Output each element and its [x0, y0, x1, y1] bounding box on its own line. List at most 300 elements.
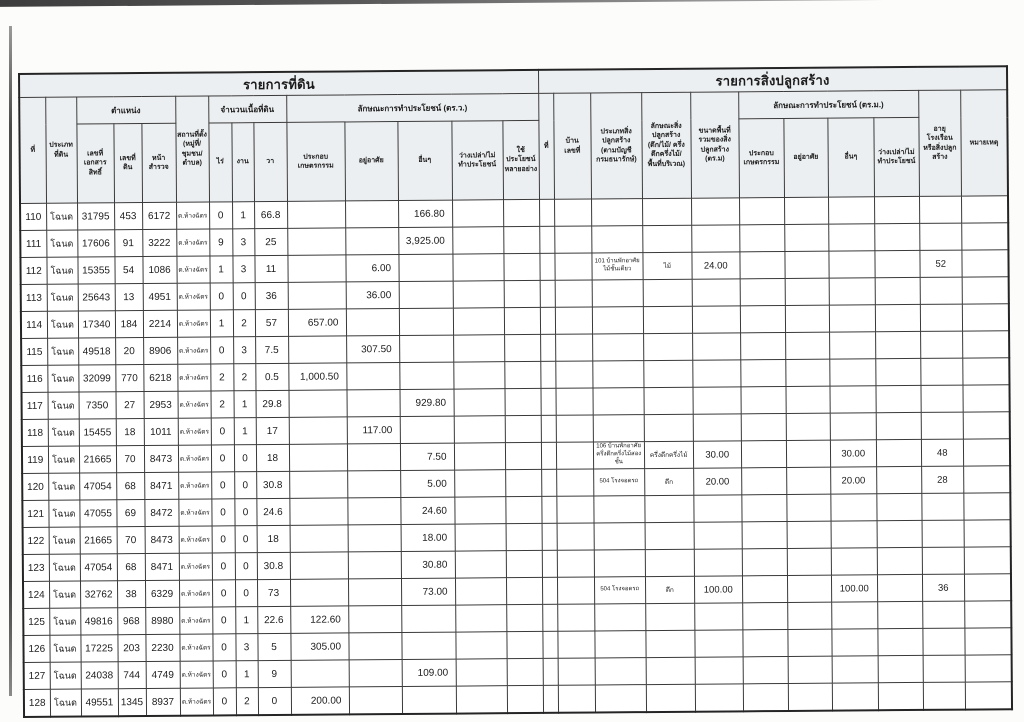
cell-land-agriculture: 200.00 — [291, 687, 349, 715]
cell-survey-page: 8937 — [146, 688, 180, 716]
cell-bld-no — [540, 334, 555, 361]
cell-house-no — [555, 307, 592, 334]
cell-survey-page: 8473 — [145, 526, 179, 553]
cell-no: 119 — [22, 446, 48, 473]
cell-land-multi-use — [504, 388, 540, 415]
cell-survey-page: 8472 — [144, 499, 178, 526]
cell-parcel-no: 68 — [117, 554, 145, 581]
cell-land-residential — [345, 201, 398, 228]
land-and-building-table — [18, 65, 1013, 718]
cell-land-multi-use — [507, 685, 543, 713]
cell-wa: 5 — [257, 633, 290, 660]
cell-house-no — [557, 577, 594, 604]
cell-land-agriculture — [287, 255, 345, 282]
land-section-title: รายการที่ดิน — [19, 70, 538, 98]
cell-land-residential — [348, 606, 401, 633]
cell-land-multi-use — [506, 550, 542, 577]
cell-land-type: โฉนด — [49, 635, 80, 662]
cell-ngan: 1 — [234, 418, 256, 445]
cell-bld-agriculture — [741, 440, 786, 467]
cell-bld-other — [830, 386, 876, 413]
cell-no: 122 — [23, 527, 49, 554]
cell-building-age — [922, 520, 964, 547]
cell-wa: 7.5 — [255, 336, 288, 363]
cell-rai: 0 — [212, 553, 235, 580]
cell-remark — [963, 412, 1010, 439]
cell-building-area — [693, 387, 741, 414]
cell-land-multi-use — [505, 496, 541, 523]
cell-bld-agriculture — [740, 305, 785, 332]
col-header-remark: หมายเหตุ — [960, 90, 1008, 196]
col-header-land-type: ประเภท ที่ดิน — [45, 97, 77, 203]
cell-bld-no — [542, 577, 557, 604]
cell-land-other — [399, 362, 453, 389]
cell-rai: 9 — [209, 229, 232, 256]
cell-land-type: โฉนด — [50, 662, 81, 689]
cell-land-agriculture — [289, 498, 347, 525]
col-header-building-type: ประเภทสิ่ง ปลูกสร้าง (ตามบัญชี กรมธนารักษ์) — [590, 93, 642, 199]
cell-parcel-no: 70 — [116, 446, 144, 473]
cell-land-multi-use — [505, 442, 541, 469]
cell-remark — [964, 547, 1011, 574]
cell-doc-no: 17606 — [77, 230, 114, 257]
cell-location: ต.ห้างฉัตร — [177, 310, 210, 337]
cell-bld-residential — [787, 602, 831, 629]
cell-land-residential — [346, 309, 399, 336]
cell-ngan: 2 — [233, 364, 255, 391]
cell-building-area — [695, 630, 743, 657]
cell-bld-other: 100.00 — [831, 575, 877, 602]
header-sub-row — [19, 117, 1008, 204]
cell-building-type — [592, 334, 643, 361]
cell-land-vacant — [454, 443, 505, 470]
cell-bld-no — [543, 631, 558, 658]
cell-house-no — [556, 469, 593, 496]
cell-no: 120 — [22, 473, 48, 500]
cell-survey-page: 6172 — [142, 202, 176, 229]
col-header-survey-page: หน้า สำรวจ — [141, 123, 176, 202]
cell-bld-other — [831, 521, 877, 548]
cell-remark — [964, 601, 1011, 628]
cell-land-other — [399, 335, 453, 362]
cell-bld-residential — [787, 494, 831, 521]
cell-land-type: โฉนด — [46, 257, 77, 284]
cell-building-character — [646, 630, 695, 657]
cell-bld-no — [541, 388, 556, 415]
cell-bld-no — [543, 685, 558, 713]
cell-land-residential — [345, 228, 398, 255]
col-header-parcel-no: เลขที่ ดิน — [113, 124, 142, 203]
cell-bld-residential — [785, 305, 829, 332]
cell-remark — [963, 439, 1010, 466]
cell-building-character — [643, 306, 692, 333]
cell-house-no — [557, 604, 594, 631]
cell-land-residential — [348, 525, 401, 552]
cell-remark — [965, 682, 1012, 710]
cell-parcel-no: 1345 — [118, 689, 146, 717]
cell-bld-no — [541, 469, 556, 496]
cell-building-age — [920, 304, 962, 331]
scan-edge-left — [9, 26, 12, 696]
cell-ngan: 1 — [236, 661, 258, 688]
cell-bld-residential — [786, 440, 830, 467]
cell-land-agriculture — [289, 444, 347, 471]
cell-building-character: ไม้ — [643, 252, 692, 279]
cell-parcel-no: 968 — [117, 608, 145, 635]
cell-wa: 30.8 — [256, 471, 289, 498]
cell-parcel-no: 744 — [118, 662, 146, 689]
cell-doc-no: 31795 — [77, 203, 114, 230]
cell-bld-residential — [786, 413, 830, 440]
cell-bld-no — [539, 199, 554, 226]
cell-bld-no — [540, 307, 555, 334]
cell-ngan: 2 — [236, 688, 258, 716]
cell-land-type: โฉนด — [49, 527, 80, 554]
cell-land-type: โฉนด — [48, 392, 79, 419]
col-header-land-vacant: ว่างเปล่า/ไม่ ทำประโยชน์ — [451, 121, 503, 200]
cell-building-age — [920, 331, 962, 358]
cell-building-type — [593, 388, 644, 415]
cell-land-type: โฉนด — [47, 338, 78, 365]
cell-land-residential: 117.00 — [347, 417, 400, 444]
cell-building-age: 48 — [921, 439, 963, 466]
cell-bld-residential — [785, 359, 829, 386]
cell-building-area: 100.00 — [694, 576, 742, 603]
cell-building-character: ครึ่งตึกครึ่งไม้ — [644, 441, 693, 468]
cell-land-vacant — [455, 605, 506, 632]
cell-location: ต.ห้างฉัตร — [176, 229, 209, 256]
cell-building-area — [691, 198, 739, 225]
cell-bld-agriculture — [741, 413, 786, 440]
cell-land-residential: 36.00 — [346, 282, 399, 309]
cell-survey-page: 1086 — [142, 256, 176, 283]
cell-bld-residential — [786, 467, 830, 494]
cell-survey-page: 8980 — [145, 607, 179, 634]
cell-land-residential: 6.00 — [345, 255, 398, 282]
cell-parcel-no: 770 — [115, 365, 143, 392]
cell-house-no — [554, 199, 591, 226]
cell-building-type — [592, 280, 643, 307]
cell-building-age — [922, 601, 964, 628]
cell-land-residential — [348, 633, 401, 660]
cell-rai: 0 — [211, 418, 234, 445]
cell-location: ต.ห้างฉัตร — [180, 661, 213, 688]
cell-no: 111 — [20, 230, 46, 257]
cell-land-type: โฉนด — [49, 608, 80, 635]
cell-building-type: 101 บ้านพักอาศัย ไม้ชั้นเดียว — [592, 253, 643, 280]
cell-bld-vacant — [876, 439, 921, 466]
cell-land-vacant — [453, 281, 504, 308]
cell-house-no — [555, 334, 592, 361]
cell-wa: 0 — [258, 687, 291, 715]
cell-house-no — [557, 550, 594, 577]
cell-wa: 29.8 — [256, 390, 289, 417]
cell-house-no — [555, 280, 592, 307]
cell-building-character: ตึก — [644, 468, 693, 495]
cell-building-age — [921, 385, 963, 412]
col-header-bld-other: อื่นๆ — [828, 118, 875, 197]
cell-bld-vacant — [875, 277, 920, 304]
cell-building-type — [594, 604, 645, 631]
cell-building-character — [642, 198, 691, 225]
cell-doc-no: 17340 — [78, 311, 115, 338]
cell-land-vacant — [453, 308, 504, 335]
cell-land-type: โฉนด — [49, 581, 80, 608]
document-sheet — [18, 65, 1013, 718]
cell-survey-page: 2953 — [144, 391, 178, 418]
cell-building-type — [591, 199, 642, 226]
cell-parcel-no: 68 — [116, 473, 144, 500]
cell-bld-agriculture — [739, 197, 784, 224]
cell-building-age — [923, 655, 965, 682]
cell-no: 114 — [21, 311, 47, 338]
cell-location: ต.ห้างฉัตร — [179, 526, 212, 553]
cell-survey-page: 8906 — [143, 337, 177, 364]
cell-ngan: 3 — [233, 337, 255, 364]
cell-ngan: 3 — [232, 256, 254, 283]
col-header-land-agriculture: ประกอบ เกษตรกรรม — [286, 122, 345, 201]
cell-doc-no: 49551 — [81, 689, 118, 717]
cell-land-agriculture — [290, 579, 348, 606]
cell-land-vacant — [453, 389, 504, 416]
cell-building-age — [923, 628, 965, 655]
cell-land-other: 73.00 — [401, 578, 455, 605]
cell-house-no — [555, 253, 592, 280]
cell-bld-other — [829, 359, 875, 386]
cell-remark — [965, 628, 1012, 655]
cell-no: 117 — [22, 392, 48, 419]
cell-land-vacant — [454, 497, 505, 524]
cell-land-other — [400, 416, 454, 443]
cell-location: ต.ห้างฉัตร — [176, 202, 209, 229]
cell-land-multi-use — [503, 226, 539, 253]
cell-land-type: โฉนด — [48, 419, 79, 446]
cell-no: 127 — [24, 662, 50, 689]
cell-bld-vacant — [875, 331, 920, 358]
cell-doc-no: 25643 — [78, 284, 115, 311]
cell-building-type — [593, 415, 644, 442]
cell-land-other — [401, 605, 455, 632]
cell-ngan: 0 — [234, 472, 256, 499]
cell-bld-agriculture — [742, 575, 787, 602]
cell-building-age: 36 — [922, 574, 964, 601]
cell-building-type — [594, 496, 645, 523]
cell-building-area — [692, 306, 740, 333]
cell-land-other: 30.80 — [401, 551, 455, 578]
cell-building-character — [646, 684, 695, 712]
cell-location: ต.ห้างฉัตร — [178, 391, 211, 418]
cell-no: 128 — [24, 689, 50, 717]
cell-bld-other — [828, 224, 874, 251]
col-header-bld-vacant: ว่างเปล่า/ไม่ ทำประโยชน์ — [874, 117, 920, 196]
cell-land-other — [399, 281, 453, 308]
cell-land-agriculture — [288, 336, 346, 363]
cell-remark — [964, 574, 1011, 601]
cell-remark — [963, 466, 1010, 493]
cell-building-character — [645, 549, 694, 576]
cell-remark — [963, 385, 1010, 412]
cell-ngan: 0 — [234, 445, 256, 472]
cell-remark — [965, 655, 1012, 682]
cell-bld-other — [832, 683, 878, 711]
cell-remark — [962, 250, 1009, 277]
cell-building-character — [643, 333, 692, 360]
cell-building-area — [692, 279, 740, 306]
cell-bld-residential — [787, 575, 831, 602]
cell-location: ต.ห้างฉัตร — [178, 445, 211, 472]
cell-land-other — [398, 254, 452, 281]
cell-house-no — [556, 442, 593, 469]
cell-land-type: โฉนด — [50, 689, 81, 717]
cell-ngan: 0 — [235, 526, 257, 553]
cell-bld-no — [543, 658, 558, 685]
cell-land-multi-use — [506, 577, 542, 604]
cell-remark — [961, 223, 1008, 250]
cell-rai: 0 — [211, 499, 234, 526]
cell-land-residential: 307.50 — [346, 336, 399, 363]
cell-survey-page: 4951 — [143, 283, 177, 310]
cell-doc-no: 7350 — [79, 392, 116, 419]
cell-land-multi-use — [505, 415, 541, 442]
cell-building-area — [693, 414, 741, 441]
cell-remark — [962, 277, 1009, 304]
cell-location: ต.ห้างฉัตร — [178, 472, 211, 499]
cell-rai: 0 — [210, 337, 233, 364]
cell-remark — [964, 520, 1011, 547]
cell-bld-vacant — [877, 493, 922, 520]
cell-no: 110 — [20, 203, 46, 230]
cell-remark — [962, 358, 1009, 385]
cell-bld-agriculture — [739, 224, 784, 251]
cell-rai: 0 — [212, 634, 235, 661]
col-header-land-other: อื่นๆ — [397, 121, 452, 200]
cell-bld-other — [832, 629, 878, 656]
cell-rai: 0 — [211, 472, 234, 499]
cell-bld-vacant — [878, 655, 923, 682]
cell-building-character — [643, 279, 692, 306]
cell-building-character — [645, 603, 694, 630]
cell-land-residential — [346, 363, 399, 390]
cell-house-no — [558, 685, 595, 713]
cell-building-character — [643, 360, 692, 387]
cell-bld-residential — [785, 251, 829, 278]
cell-bld-other — [829, 305, 875, 332]
cell-land-multi-use — [504, 280, 540, 307]
cell-building-area — [692, 360, 740, 387]
cell-parcel-no: 27 — [116, 392, 144, 419]
cell-bld-residential — [785, 332, 829, 359]
cell-land-residential — [347, 498, 400, 525]
cell-no: 126 — [23, 635, 49, 662]
cell-house-no — [556, 388, 593, 415]
cell-parcel-no: 203 — [117, 635, 145, 662]
cell-building-type — [594, 523, 645, 550]
cell-land-vacant — [453, 335, 504, 362]
cell-bld-vacant — [877, 601, 922, 628]
cell-land-agriculture — [287, 201, 345, 228]
col-header-bld-agriculture: ประกอบ เกษตรกรรม — [739, 118, 785, 197]
cell-parcel-no: 38 — [117, 581, 145, 608]
cell-wa: 9 — [258, 660, 291, 687]
cell-bld-vacant — [875, 250, 920, 277]
cell-land-type: โฉนด — [49, 554, 80, 581]
cell-bld-vacant — [877, 574, 922, 601]
cell-doc-no: 47054 — [79, 473, 116, 500]
cell-building-age — [920, 358, 962, 385]
cell-building-character — [646, 657, 695, 684]
cell-doc-no: 21665 — [79, 446, 116, 473]
cell-building-area — [695, 657, 743, 684]
cell-ngan: 0 — [234, 499, 256, 526]
cell-building-area — [694, 522, 742, 549]
cell-bld-other — [830, 413, 876, 440]
cell-ngan: 3 — [232, 229, 254, 256]
cell-building-area — [692, 333, 740, 360]
cell-bld-no — [542, 550, 557, 577]
cell-parcel-no: 453 — [114, 203, 142, 230]
cell-location: ต.ห้างฉัตร — [177, 364, 210, 391]
cell-land-multi-use — [504, 307, 540, 334]
cell-wa: 66.8 — [254, 201, 287, 228]
cell-building-type — [591, 226, 642, 253]
cell-land-agriculture: 122.60 — [290, 606, 348, 633]
cell-bld-other — [831, 602, 877, 629]
cell-rai: 0 — [213, 688, 236, 716]
cell-bld-other — [829, 332, 875, 359]
cell-bld-agriculture — [743, 683, 788, 711]
cell-location: ต.ห้างฉัตร — [178, 499, 211, 526]
cell-building-area: 30.00 — [693, 441, 741, 468]
cell-bld-vacant — [876, 385, 921, 412]
cell-bld-agriculture — [743, 656, 788, 683]
col-header-no: ที่ — [19, 97, 46, 203]
cell-survey-page: 8471 — [145, 553, 179, 580]
cell-land-residential — [348, 579, 401, 606]
cell-building-character — [644, 414, 693, 441]
cell-building-age — [922, 547, 964, 574]
cell-remark — [962, 331, 1009, 358]
cell-house-no — [557, 523, 594, 550]
cell-land-residential — [346, 390, 399, 417]
cell-rai: 2 — [210, 364, 233, 391]
col-group-building-usage: ลักษณะการทำประโยชน์ (ตร.ม.) — [738, 90, 918, 118]
cell-doc-no: 47054 — [80, 554, 117, 581]
cell-no: 113 — [21, 284, 47, 311]
cell-land-other: 5.00 — [400, 470, 454, 497]
cell-ngan: 0 — [235, 553, 257, 580]
col-header-wa: วา — [253, 122, 287, 201]
col-header-house-no: บ้าน เลขที่ — [553, 93, 591, 199]
cell-land-multi-use — [506, 604, 542, 631]
col-header-land-multi-use: ใช้ ประโยชน์ หลายอย่าง — [502, 120, 539, 199]
cell-doc-no: 32762 — [80, 581, 117, 608]
cell-bld-other — [829, 251, 875, 278]
cell-rai: 0 — [212, 526, 235, 553]
cell-bld-residential — [784, 197, 828, 224]
cell-building-character — [645, 495, 694, 522]
cell-land-type: โฉนด — [48, 473, 79, 500]
cell-survey-page: 4749 — [146, 661, 180, 688]
cell-ngan: 0 — [233, 283, 255, 310]
cell-bld-agriculture — [742, 602, 787, 629]
building-section-title: รายการสิ่งปลูกสร้าง — [538, 66, 1007, 93]
cell-rai: 2 — [211, 391, 234, 418]
cell-land-vacant — [455, 578, 506, 605]
cell-location: ต.ห้างฉัตร — [179, 607, 212, 634]
cell-doc-no: 21665 — [80, 527, 117, 554]
cell-parcel-no: 184 — [115, 311, 143, 338]
cell-wa: 73 — [257, 579, 290, 606]
